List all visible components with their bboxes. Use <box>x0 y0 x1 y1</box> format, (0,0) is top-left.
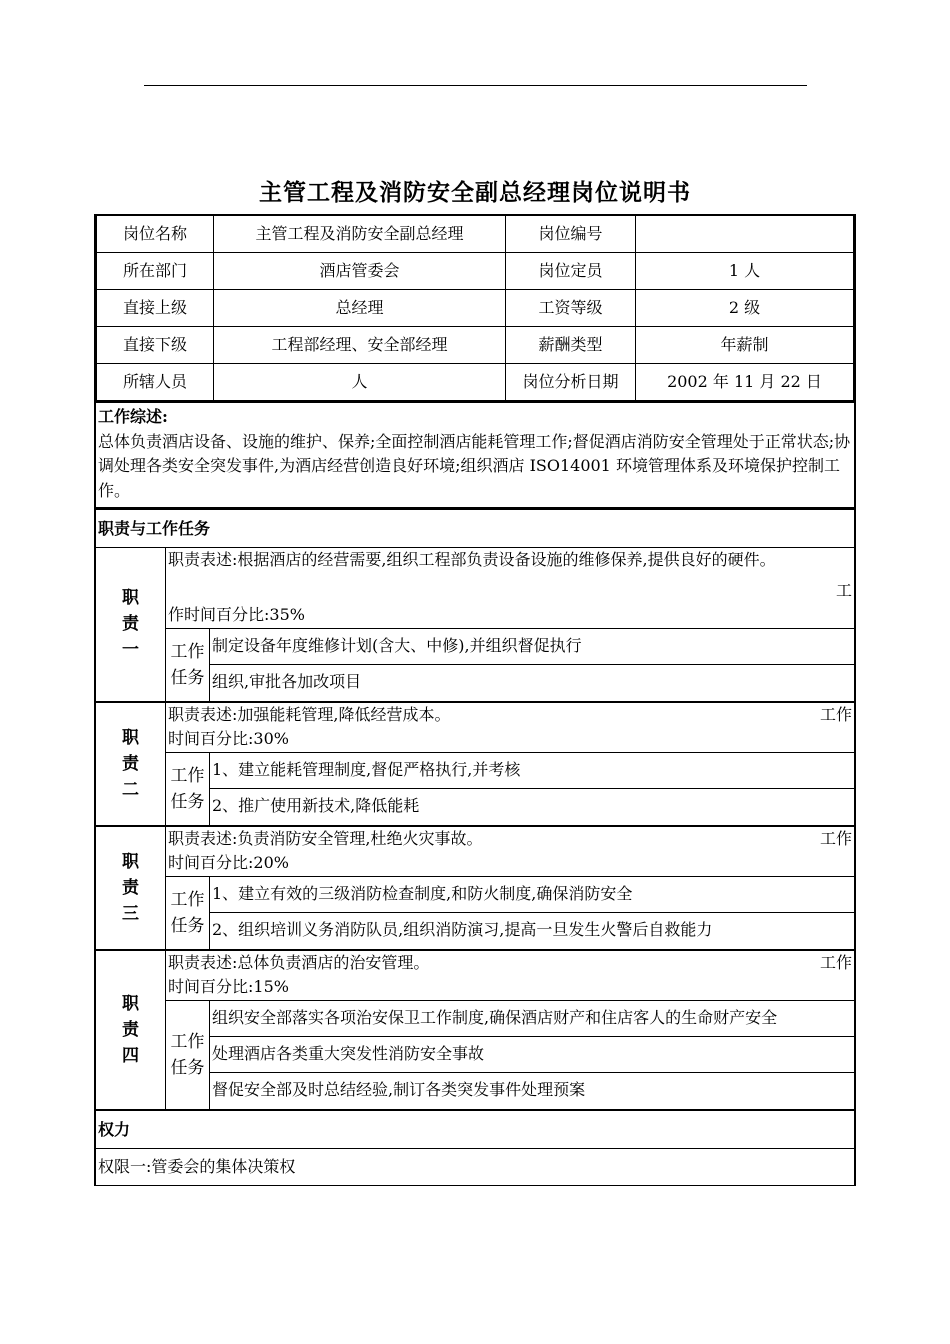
task-item: 组织安全部落实各项治安保卫工作制度,确保酒店财产和住店客人的生命财产安全 <box>210 1001 854 1037</box>
header-rule <box>144 85 807 86</box>
duty-label-char: 责 <box>122 877 139 898</box>
summary-heading: 工作综述: <box>98 407 168 426</box>
info-value: 年薪制 <box>636 327 854 364</box>
info-label: 工资等级 <box>506 290 636 327</box>
duty-block <box>96 701 854 825</box>
task-label: 工作任务 <box>166 629 210 701</box>
duty-body <box>166 951 854 1109</box>
duty-label-char: 三 <box>122 903 139 924</box>
task-list <box>210 753 854 825</box>
task-label: 工作任务 <box>166 1001 210 1109</box>
duty-block <box>96 825 854 949</box>
duty-label-char: 职 <box>122 851 139 872</box>
info-value: 2002 年 11 月 22 日 <box>636 364 854 401</box>
duty-time-a: 工 <box>835 580 852 600</box>
duties-heading: 职责与工作任务 <box>96 508 854 548</box>
info-value: 1 人 <box>636 253 854 290</box>
page-title: 主管工程及消防安全副总经理岗位说明书 <box>259 179 691 206</box>
power-heading: 权力 <box>96 1111 854 1149</box>
duty-label-char: 四 <box>122 1045 139 1066</box>
duty-desc-text: 职责表述:根据酒店的经营需要,组织工程部负责设备设施的维修保养,提供良好的硬件。 <box>168 550 776 569</box>
info-value: 主管工程及消防安全副总经理 <box>214 215 506 253</box>
info-value: 酒店管委会 <box>214 253 506 290</box>
info-label: 直接下级 <box>97 327 214 364</box>
info-label: 薪酬类型 <box>506 327 636 364</box>
work-summary <box>96 401 854 508</box>
info-label: 岗位编号 <box>506 215 636 253</box>
duty-time-b: 作时间百分比:35% <box>168 605 305 624</box>
task-list <box>210 1001 854 1109</box>
duty-label <box>96 827 166 949</box>
duty-label-char: 一 <box>122 640 139 661</box>
duty-label-char: 责 <box>122 753 139 774</box>
duty-label <box>96 548 166 701</box>
job-description-form <box>94 214 856 1186</box>
duty-label-char: 职 <box>122 588 139 609</box>
info-label: 所辖人员 <box>97 364 214 401</box>
task-label: 工作任务 <box>166 877 210 949</box>
duty-label-char: 责 <box>122 1019 139 1040</box>
info-label: 直接上级 <box>97 290 214 327</box>
duty-desc-text: 职责表述:负责消防安全管理,杜绝火灾事故。 <box>168 828 483 848</box>
duty-time-a: 工作 <box>819 952 852 972</box>
task-item: 制定设备年度维修计划(含大、中修),并组织督促执行 <box>210 629 854 665</box>
duty-time-a: 工作 <box>819 828 852 848</box>
task-group <box>166 629 854 701</box>
duty-description <box>166 827 854 877</box>
duty-label-char: 二 <box>122 779 139 800</box>
duty-body <box>166 703 854 825</box>
basic-info-table <box>96 214 854 401</box>
duty-label-char: 职 <box>122 993 139 1014</box>
task-group <box>166 1001 854 1109</box>
info-row <box>97 290 854 327</box>
duty-time-b: 时间百分比:15% <box>168 977 289 996</box>
duty-label-char: 职 <box>122 727 139 748</box>
power-item: 权限一:管委会的集体决策权 <box>96 1149 854 1186</box>
duty-label <box>96 951 166 1109</box>
duty-description <box>166 548 854 629</box>
info-row <box>97 327 854 364</box>
info-value: 工程部经理、安全部经理 <box>214 327 506 364</box>
task-item: 1、建立有效的三级消防检查制度,和防火制度,确保消防安全 <box>210 877 854 913</box>
task-item: 1、建立能耗管理制度,督促严格执行,并考核 <box>210 753 854 789</box>
info-label: 所在部门 <box>97 253 214 290</box>
duties-section <box>96 548 854 1109</box>
summary-text: 总体负责酒店设备、设施的维护、保养;全面控制酒店能耗管理工作;督促酒店消防安全管理处于正常状态;协调处理各类安全突发事件,为酒店经营创造良好环境;组织酒店 ISO14001 环境管理体系及环境保护控制工作。 <box>98 431 851 500</box>
duty-description <box>166 951 854 1001</box>
task-group <box>166 753 854 825</box>
task-item: 处理酒店各类重大突发性消防安全事故 <box>210 1037 854 1073</box>
info-row <box>97 253 854 290</box>
task-item: 2、组织培训义务消防队员,组织消防演习,提高一旦发生火警后自救能力 <box>212 920 713 940</box>
duty-time-a: 工作 <box>819 704 852 724</box>
duty-block <box>96 548 854 701</box>
info-label: 岗位定员 <box>506 253 636 290</box>
info-value: 总经理 <box>214 290 506 327</box>
info-value <box>636 215 854 253</box>
duty-label <box>96 703 166 825</box>
task-list <box>210 877 854 949</box>
info-value: 2 级 <box>636 290 854 327</box>
duty-description <box>166 703 854 753</box>
task-group <box>166 877 854 949</box>
task-label: 工作任务 <box>166 753 210 825</box>
info-row <box>97 215 854 253</box>
duty-time-b: 时间百分比:20% <box>168 853 289 872</box>
info-row <box>97 364 854 401</box>
task-item: 2、推广使用新技术,降低能耗 <box>212 796 420 816</box>
duty-desc-text: 职责表述:加强能耗管理,降低经营成本。 <box>168 704 451 724</box>
duty-body <box>166 827 854 949</box>
task-item: 督促安全部及时总结经验,制订各类突发事件处理预案 <box>212 1080 586 1100</box>
duty-label-char: 责 <box>122 614 139 635</box>
duty-block <box>96 949 854 1109</box>
duty-body <box>166 548 854 701</box>
info-label: 岗位分析日期 <box>506 364 636 401</box>
duty-desc-text: 职责表述:总体负责酒店的治安管理。 <box>168 952 430 972</box>
info-label: 岗位名称 <box>97 215 214 253</box>
duty-time-b: 时间百分比:30% <box>168 729 289 748</box>
power-section <box>96 1109 854 1186</box>
task-item: 组织,审批各加改项目 <box>212 672 362 692</box>
task-list <box>210 629 854 701</box>
info-value: 人 <box>214 364 506 401</box>
